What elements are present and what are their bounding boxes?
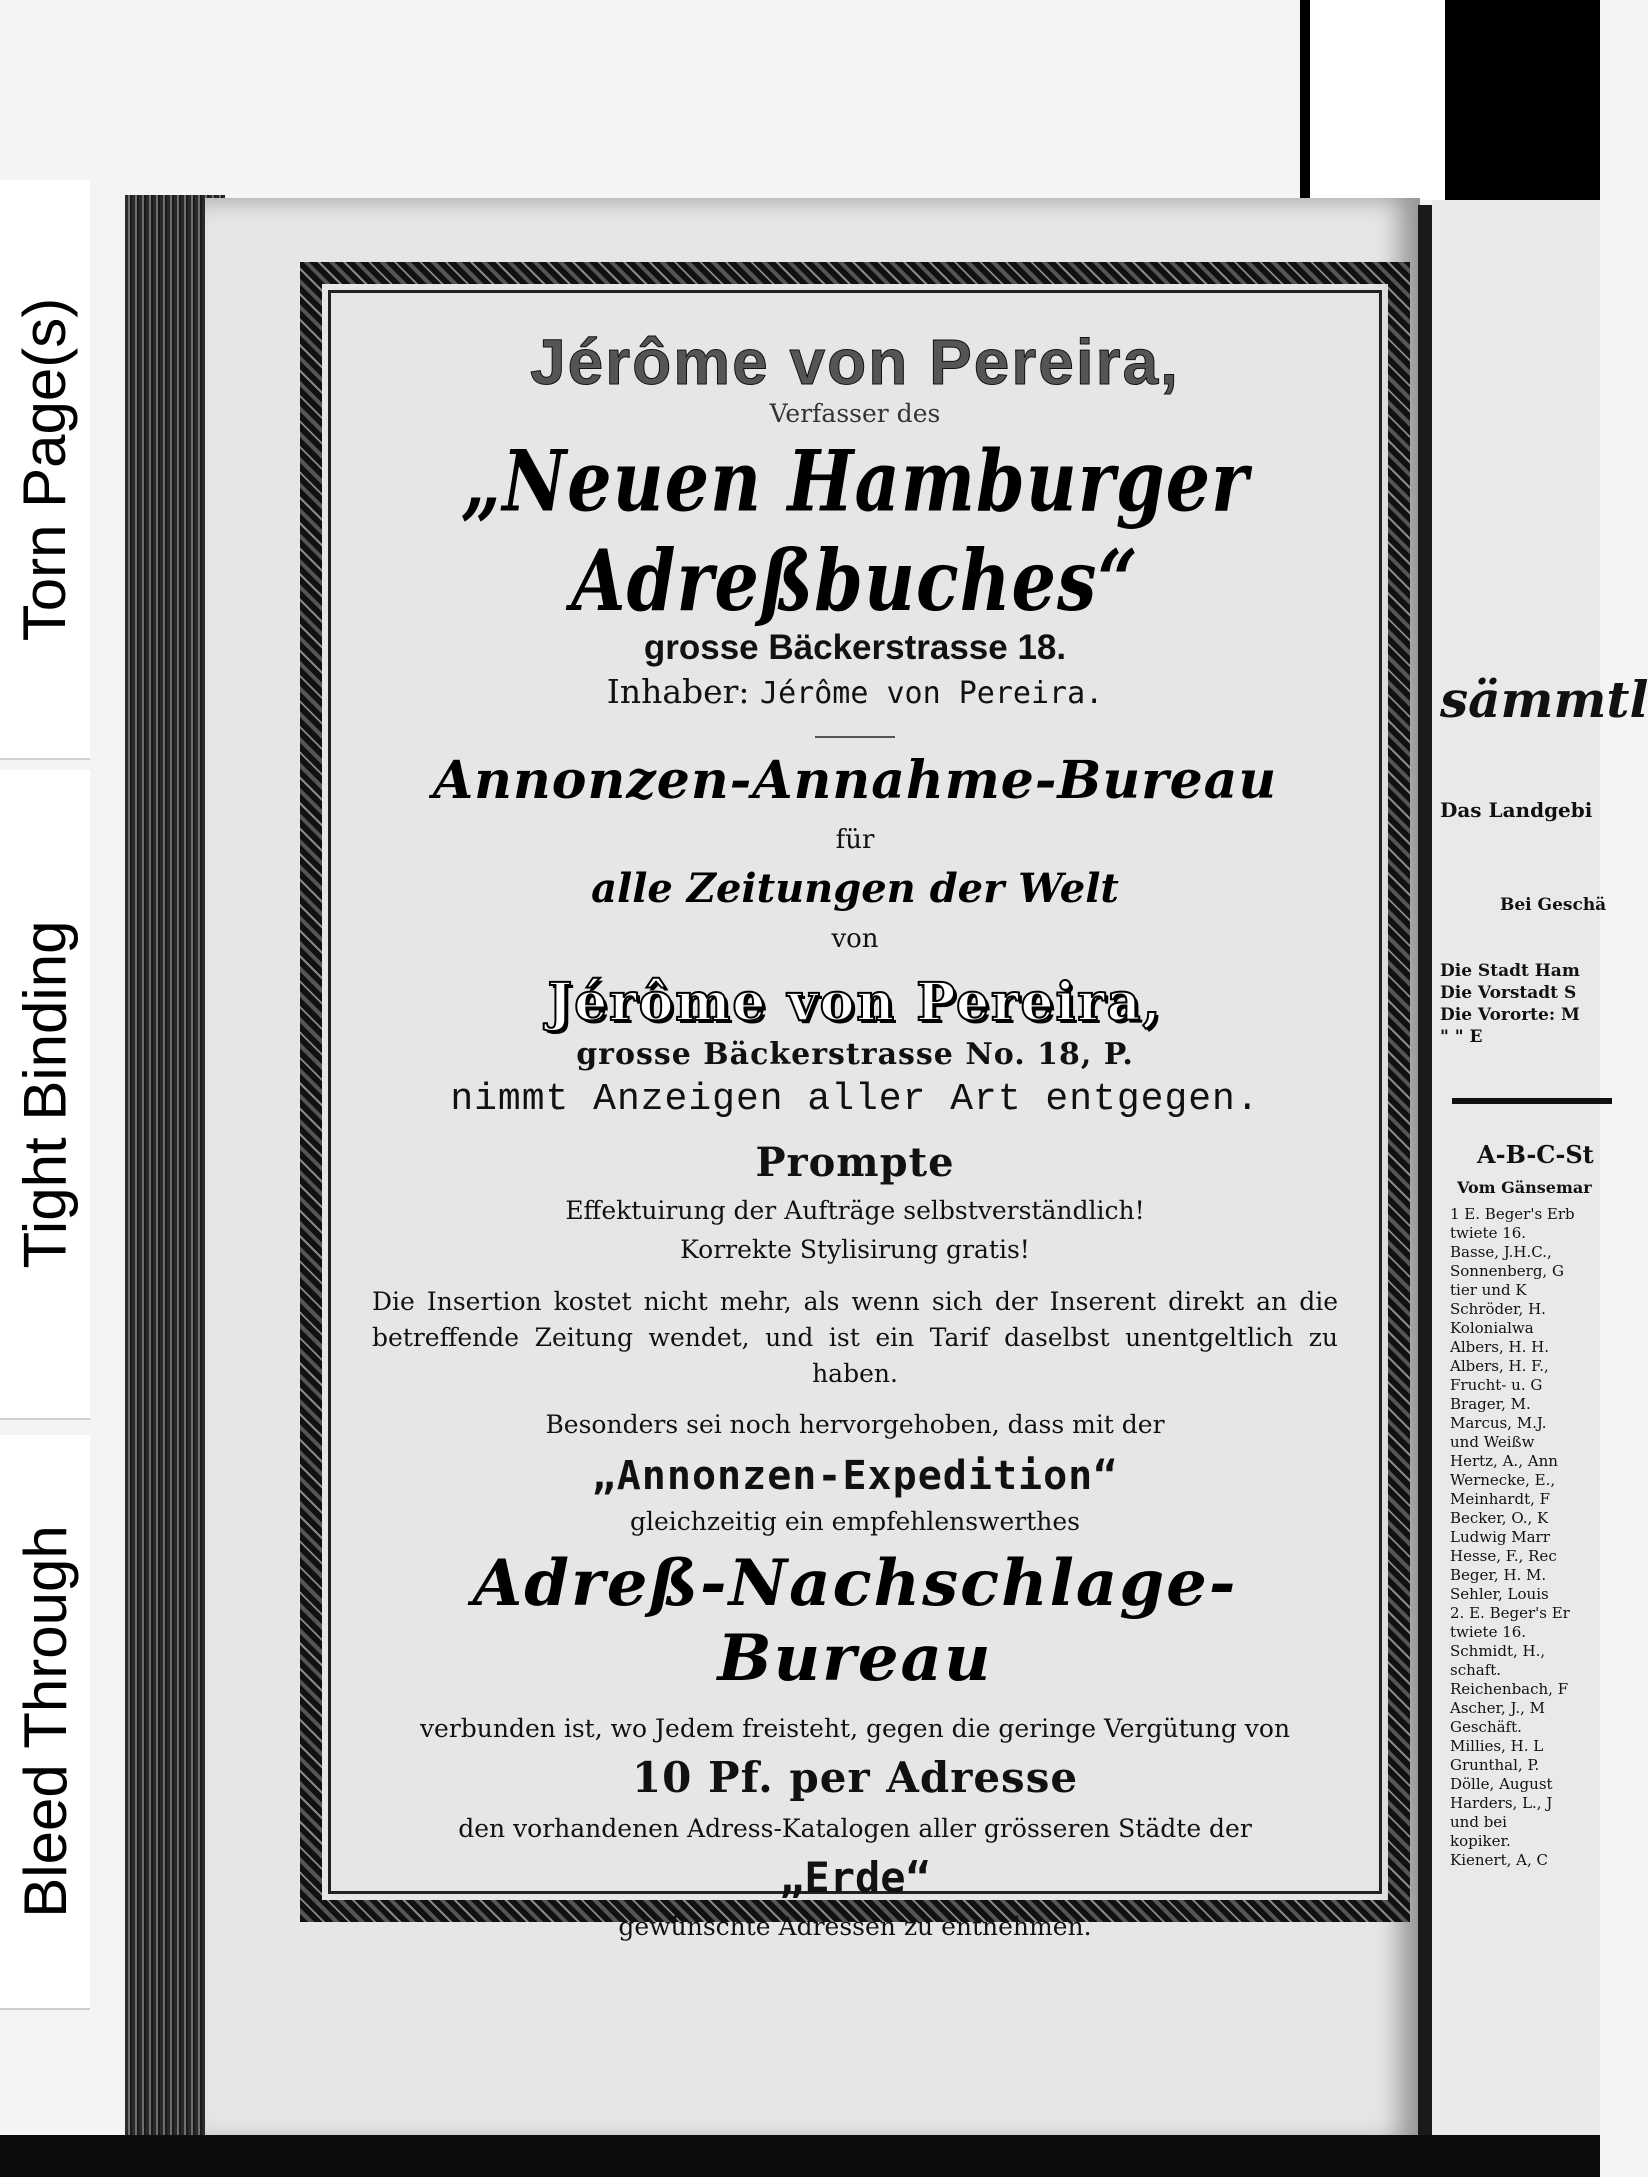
list-item: Reichenbach, F <box>1450 1680 1569 1698</box>
verbunden-line: verbunden ist, wo Jedem freisteht, gegen die geringe Vergütung von <box>419 1714 1291 1743</box>
owner-line <box>340 672 1370 711</box>
price-line: 10 Pf. per Adresse <box>631 1753 1079 1802</box>
korrekte-line: Korrekte Stylisirung gratis! <box>680 1235 1030 1264</box>
list-item: und bei <box>1450 1813 1507 1831</box>
facing-page-section-heading: A-B-C-St <box>1477 1140 1594 1169</box>
address-line-2: grosse Bäckerstrasse No. 18, P. <box>576 1037 1134 1072</box>
von-line: von <box>831 924 879 954</box>
tight-binding-label: Tight Binding <box>0 770 90 1420</box>
list-item: und Weißw <box>1450 1433 1535 1451</box>
list-item: Albers, H. H. <box>1450 1338 1549 1356</box>
bureau-title: Annonzen-Annahme-Bureau <box>432 750 1278 811</box>
kataloge-line: den vorhandenen Adress-Katalogen aller grösseren Städte der <box>458 1814 1252 1843</box>
list-item: Beger, H. M. <box>1450 1566 1547 1584</box>
list-item: Geschäft. <box>1450 1718 1522 1736</box>
list-item: Sonnenberg, G <box>1450 1262 1564 1280</box>
facing-page-district-list <box>1440 960 1580 1048</box>
nachschlage-bureau-title: Adreß-Nachschlage-Bureau <box>472 1546 1238 1696</box>
list-item: Kienert, A, C <box>1450 1851 1548 1869</box>
list-item: Hertz, A., Ann <box>1450 1452 1558 1470</box>
list-item: twiete 16. <box>1450 1224 1527 1242</box>
expedition-heading: „Annonzen-Expedition“ <box>591 1453 1119 1499</box>
list-item: kopiker. <box>1450 1832 1511 1850</box>
gleichzeitig-line: gleichzeitig ein empfehlenswerthes <box>630 1507 1080 1536</box>
facing-page <box>1432 200 1648 2145</box>
facing-page-subtitle: Das Landgebi <box>1440 798 1593 822</box>
advertiser-name-ornate: Jérôme von Pereira, <box>547 972 1163 1033</box>
list-item: Ludwig Marr <box>1450 1528 1550 1546</box>
bleed-through-label: Bleed Through <box>0 1435 90 2010</box>
prompte-heading: Prompte <box>755 1139 955 1186</box>
list-item: Harders, L., J <box>1450 1794 1553 1812</box>
list-item: Marcus, M.J. <box>1450 1414 1547 1432</box>
list-item: Meinhardt, F <box>1450 1490 1551 1508</box>
list-item: Ascher, J., M <box>1450 1699 1546 1717</box>
gewuenschte-line: gewünschte Adressen zu entnehmen. <box>618 1912 1092 1941</box>
list-item: Millies, H. L <box>1450 1737 1544 1755</box>
takes-ads-line: nimmt Anzeigen aller Art entgegen. <box>450 1078 1260 1121</box>
advertiser-name-heading: Jérôme von Pereira, <box>530 326 1180 398</box>
facing-page-entries <box>1450 1205 1575 1870</box>
torn-pages-label: Torn Page(s) <box>0 180 90 760</box>
owner-name: Jérôme von Pereira. <box>760 676 1104 711</box>
list-item: Schmidt, H., <box>1450 1642 1546 1660</box>
divider <box>815 736 895 738</box>
list-item: Kolonialwa <box>1450 1319 1534 1337</box>
scan-background-top-light <box>1310 0 1445 200</box>
list-item: Hesse, F., Rec <box>1450 1547 1557 1565</box>
list-item: " " E <box>1440 1027 1483 1047</box>
owner-label: Inhaber: <box>606 672 750 711</box>
scan-defect-labels <box>0 180 90 2010</box>
list-item: Albers, H. F., <box>1450 1357 1549 1375</box>
scan-background-bottom <box>0 2135 1600 2177</box>
erde-heading: „Erde“ <box>779 1853 931 1902</box>
advert-content <box>340 300 1370 1941</box>
insertion-paragraph: Die Insertion kostet nicht mehr, als wenn sich der Inserent direkt an die betreffende Zeitung wendet, und ist ein Tarif daselbst unentgeltlich zu haben. <box>372 1287 1338 1388</box>
book-gutter <box>1418 205 1432 2145</box>
facing-page-note: Bei Geschä <box>1500 895 1607 915</box>
list-item: Frucht- u. G <box>1450 1376 1543 1394</box>
list-item: Brager, M. <box>1450 1395 1531 1413</box>
list-item: 1 E. Beger's Erb <box>1450 1205 1575 1223</box>
list-item: Grunthal, P. <box>1450 1756 1540 1774</box>
facing-page-street-heading: Vom Gänsemar <box>1457 1178 1592 1197</box>
fuer-line: für <box>835 825 875 855</box>
besonders-line: Besonders sei noch hervorgehoben, dass mit der <box>545 1410 1165 1439</box>
list-item: Basse, J.H.C., <box>1450 1243 1552 1261</box>
list-item: Wernecke, E., <box>1450 1471 1556 1489</box>
list-item: 2. E. Beger's Er <box>1450 1604 1570 1622</box>
list-item: Sehler, Louis <box>1450 1585 1549 1603</box>
list-item: schaft. <box>1450 1661 1502 1679</box>
list-item: Die Vorstadt S <box>1440 983 1577 1003</box>
list-item: Dölle, August <box>1450 1775 1553 1793</box>
book-title: „Neuen Hamburger Adreßbuches“ <box>460 431 1250 631</box>
facing-page-rule <box>1452 1098 1612 1104</box>
effektuirung-line: Effektuirung der Aufträge selbstverständlich! <box>565 1196 1145 1225</box>
list-item: Die Stadt Ham <box>1440 961 1580 981</box>
list-item: Becker, O., K <box>1450 1509 1549 1527</box>
facing-page-title: sämmtl <box>1440 670 1648 729</box>
alle-zeitungen-line: alle Zeitungen der Welt <box>591 865 1119 912</box>
list-item: twiete 16. <box>1450 1623 1527 1641</box>
address-line-1: grosse Bäckerstrasse 18. <box>643 628 1067 667</box>
author-line: Verfasser des <box>769 399 941 428</box>
list-item: Die Vororte: M <box>1440 1005 1580 1025</box>
list-item: Schröder, H. <box>1450 1300 1546 1318</box>
list-item: tier und K <box>1450 1281 1527 1299</box>
